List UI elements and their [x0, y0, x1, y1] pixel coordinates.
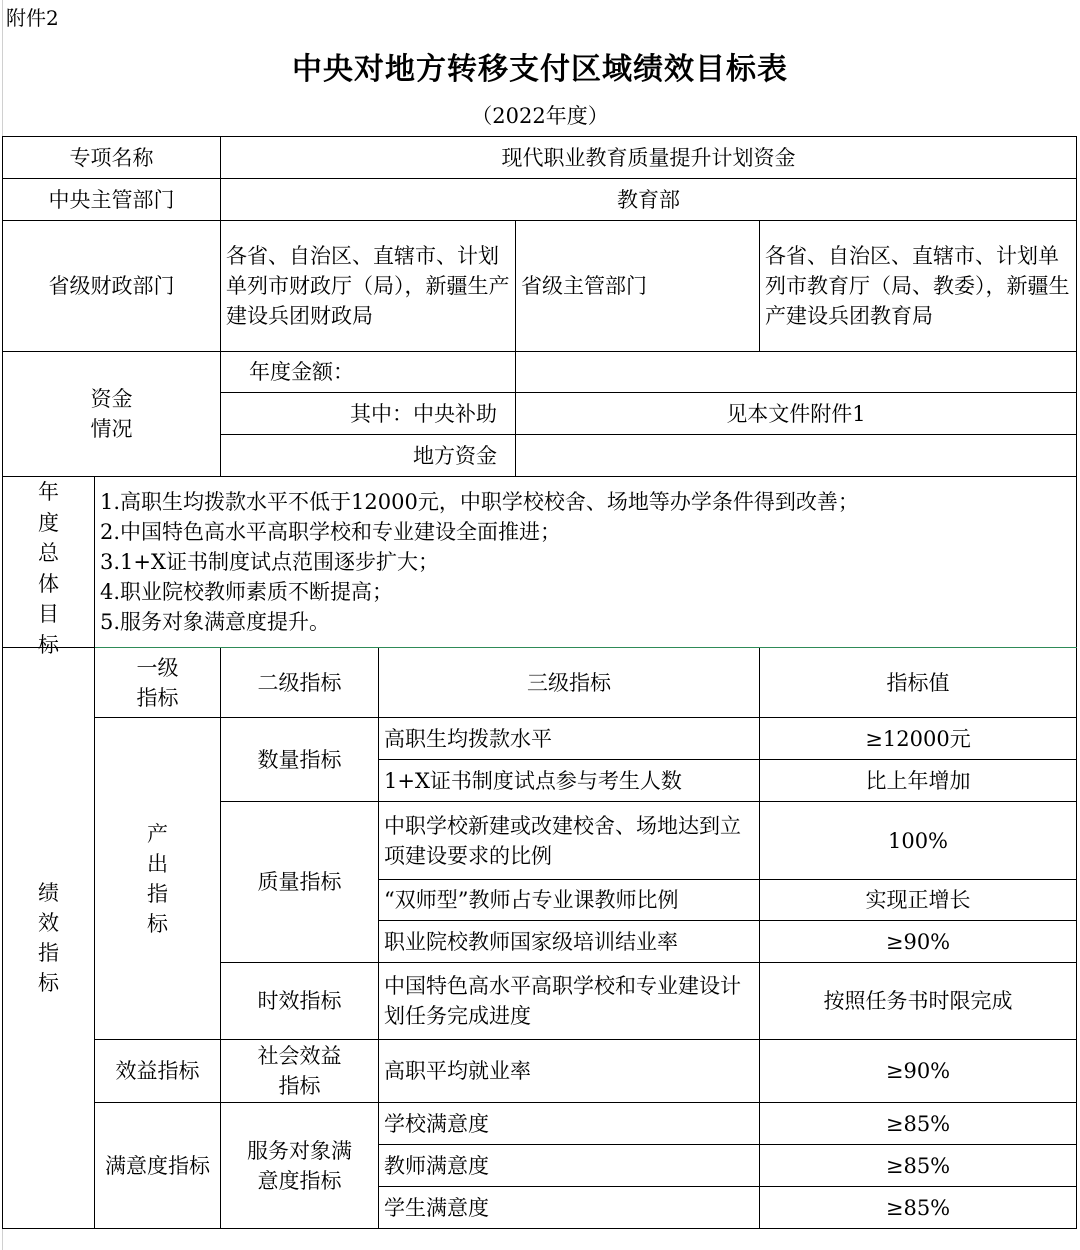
header-level1 — [95, 648, 221, 718]
annual-amount-value — [516, 352, 1077, 393]
indicator-value: 比上年增加 — [760, 760, 1077, 802]
indicator-name: 职业院校教师国家级培训结业率 — [379, 921, 760, 963]
central-dept-row — [3, 179, 1077, 221]
output-label-text: 产出指标 — [147, 821, 168, 936]
indicator-name: 高职生均拨款水平 — [379, 718, 760, 760]
output-label — [95, 718, 221, 1040]
header-value: 指标值 — [760, 648, 1077, 718]
indicator-value: ≥90% — [760, 1040, 1077, 1103]
social-benefit-label — [221, 1040, 379, 1103]
central-subsidy-value: 见本文件附件1 — [516, 393, 1077, 435]
performance-header-row — [3, 648, 1077, 718]
funds-label — [3, 352, 221, 477]
indicator-value: ≥85% — [760, 1187, 1077, 1229]
indicator-value: ≥90% — [760, 921, 1077, 963]
table-row — [3, 1103, 1077, 1145]
page-title: 中央对地方转移支付区域绩效目标表 — [292, 52, 788, 87]
header-level1-text: 一级指标 — [136, 655, 179, 710]
performance-label-text: 绩效指标 — [38, 881, 59, 995]
provincial-dept-label: 省级主管部门 — [516, 221, 760, 352]
header-level3: 三级指标 — [379, 648, 760, 718]
indicator-name: 教师满意度 — [379, 1145, 760, 1187]
indicator-value: ≥85% — [760, 1103, 1077, 1145]
indicator-value: ≥85% — [760, 1145, 1077, 1187]
goal-item: 2.中国特色高水平高职学校和专业建设全面推进； — [100, 520, 562, 544]
performance-label — [3, 648, 95, 1229]
indicator-name: 高职平均就业率 — [379, 1040, 760, 1103]
annual-goals-content — [95, 477, 1077, 648]
goal-item: 3.1+X证书制度试点范围逐步扩大； — [100, 550, 439, 574]
service-satisfaction-label — [221, 1103, 379, 1229]
goal-item: 5.服务对象满意度提升。 — [100, 610, 331, 634]
indicator-name: 中国特色高水平高职学校和专业建设计划任务完成进度 — [379, 963, 760, 1040]
project-name-row — [3, 137, 1077, 179]
funds-annual-row — [3, 352, 1077, 393]
goal-item: 1.高职生均拨款水平不低于12000元，中职学校校舍、场地等办学条件得到改善； — [100, 490, 859, 514]
annual-goals-row — [3, 477, 1077, 648]
central-dept-value: 教育部 — [221, 179, 1077, 221]
quantity-label: 数量指标 — [221, 718, 379, 802]
provincial-dept-value: 各省、自治区、直辖市、计划单列市教育厅（局、教委），新疆生产建设兵团教育局 — [760, 221, 1077, 352]
local-funds-value — [516, 435, 1077, 477]
indicator-name: 学校满意度 — [379, 1103, 760, 1145]
indicator-name: 中职学校新建或改建校舍、场地达到立项建设要求的比例 — [379, 802, 760, 880]
annual-goals-label — [3, 477, 95, 657]
indicator-value: 按照任务书时限完成 — [760, 963, 1077, 1040]
funds-label-text: 资金情况 — [90, 387, 133, 441]
table-row — [3, 1040, 1077, 1103]
satisfaction-label: 满意度指标 — [95, 1103, 221, 1229]
indicator-value: 实现正增长 — [760, 880, 1077, 921]
project-name-label: 专项名称 — [3, 137, 221, 179]
attachment-label: 附件2 — [6, 6, 59, 30]
goal-item: 4.职业院校教师素质不断提高； — [100, 580, 394, 604]
provincial-row — [3, 221, 1077, 352]
page-subtitle: （2022年度） — [471, 104, 609, 128]
timeliness-label: 时效指标 — [221, 963, 379, 1040]
indicator-name: “双师型”教师占专业课教师比例 — [379, 880, 760, 921]
table-row — [3, 718, 1077, 760]
provincial-finance-label: 省级财政部门 — [3, 221, 221, 352]
quality-label: 质量指标 — [221, 802, 379, 963]
provincial-finance-value: 各省、自治区、直辖市、计划单列市财政厅（局），新疆生产建设兵团财政局 — [221, 221, 516, 352]
indicator-name: 学生满意度 — [379, 1187, 760, 1229]
performance-table — [2, 136, 1077, 1229]
header-level2: 二级指标 — [221, 648, 379, 718]
central-dept-label: 中央主管部门 — [3, 179, 221, 221]
annual-amount-label: 年度金额： — [221, 352, 516, 393]
service-satisfaction-label-text: 服务对象满意度指标 — [247, 1138, 352, 1193]
indicator-value: 100% — [760, 802, 1077, 880]
indicator-name: 1+X证书制度试点参与考生人数 — [379, 760, 760, 802]
project-name-value: 现代职业教育质量提升计划资金 — [221, 137, 1077, 179]
local-funds-label: 地方资金 — [221, 435, 516, 477]
social-benefit-label-text: 社会效益指标 — [257, 1044, 342, 1098]
central-subsidy-label: 其中：中央补助 — [221, 393, 516, 435]
annual-goals-label-text: 年度总体目标 — [38, 480, 59, 657]
benefit-label: 效益指标 — [95, 1040, 221, 1103]
indicator-value: ≥12000元 — [760, 718, 1077, 760]
